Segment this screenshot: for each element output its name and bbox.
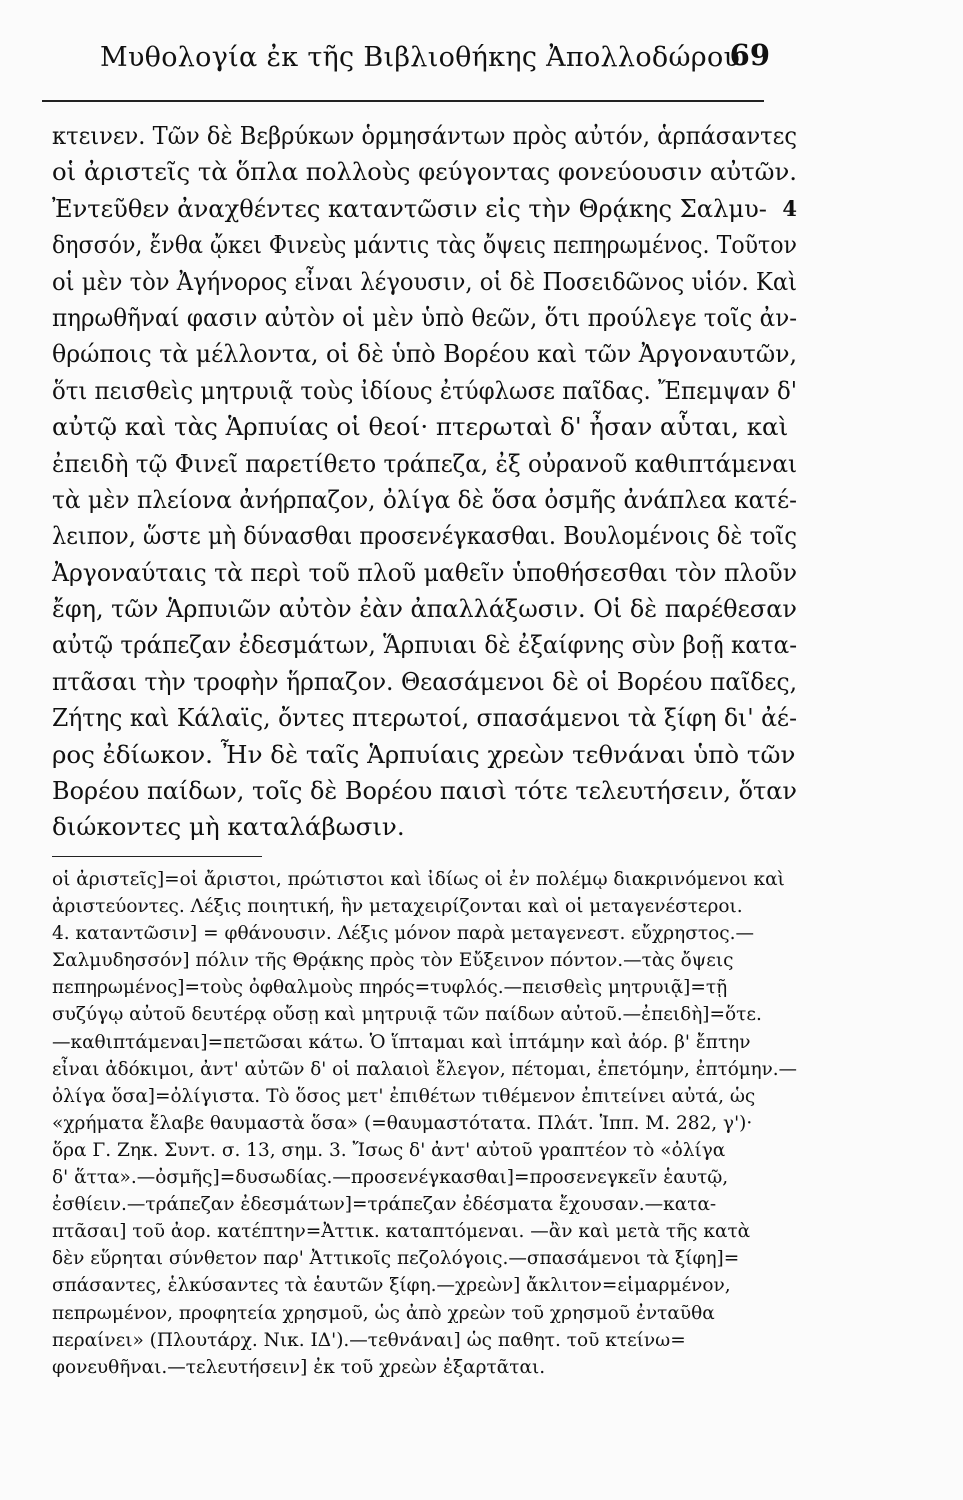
- text-line: Ἀργοναύταις τὰ περὶ τοῦ πλοῦ μαθεῖν ὑποθήσεσθαι τὸν πλοῦν: [52, 557, 797, 587]
- footnote-rule: [52, 856, 262, 857]
- text-line: οἱ ἀριστεῖς τὰ ὅπλα πολλοὺς φεύγοντας φονεύουσιν αὐτῶν.: [52, 157, 797, 187]
- text-line: θρώποις τὰ μέλλοντα, οἱ δὲ ὑπὸ Βορέου καὶ τῶν Ἀργοναυτῶν,: [52, 339, 798, 369]
- page-number: 69: [729, 38, 770, 72]
- note-line: 4. καταντῶσιν] = φθάνουσιν. Λέξις μόνον παρὰ μεταγενεστ. εὔχρηστος.—: [52, 923, 754, 945]
- note-line: εἶναι ἀδόκιμοι, ἀντ' αὐτῶν δ' οἱ παλαιοὶ ἔλεγον, πέτομαι, ἐπετόμην, ἐπτόμην.—: [52, 1058, 797, 1080]
- note-line: δ' ἅττα».—ὀσμῆς]=δυσωδίας.—προσενέγκασθαι]=προσενεγκεῖν ἑαυτῷ,: [52, 1167, 729, 1189]
- text-line: κτεινεν. Τῶν δὲ Βεβρύκων ὁρμησάντων πρὸς αὐτόν, ἁρπάσαντες: [52, 121, 797, 150]
- note-line: πτᾶσαι] τοῦ ἀορ. κατέπτην=Ἀττικ. καταπτόμεναι. —ἂν καὶ μετὰ τῆς κατὰ: [52, 1221, 751, 1243]
- text-line: λειπον, ὥστε μὴ δύνασθαι προσενέγκασθαι. Βουλομένοις δὲ τοῖς: [52, 521, 797, 551]
- text-line: αὐτῷ τράπεζαν ἐδεσμάτων, Ἅρπυιαι δὲ ἐξαίφνης σὺν βοῇ κατα-: [52, 630, 797, 660]
- commentary-notes: [52, 866, 797, 1381]
- text-line: Ἐντεῦθεν ἀναχθέντες καταντῶσιν εἰς τὴν Θρᾴκης Σαλμυ- 4: [52, 191, 797, 227]
- text-line: διώκοντες μὴ καταλάβωσιν.: [52, 812, 405, 842]
- note-line: δὲν εὕρηται σύνθετον παρ' Ἀττικοῖς πεζολόγοις.—σπασάμενοι τὰ ξίφη]=: [52, 1248, 740, 1270]
- note-line: φονευθῆναι.—τελευτήσειν] ἐκ τοῦ χρεὼν ἐξαρτᾶται.: [52, 1356, 546, 1378]
- text-line: ρος ἐδίωκον. Ἦν δὲ ταῖς Ἁρπυίαις χρεὼν τεθνάναι ὑπὸ τῶν: [52, 739, 796, 769]
- note-line: —καθιπτάμεναι]=πετῶσαι κάτω. Ὁ ἵπταμαι καὶ ἱπτάμην καὶ ἀόρ. β' ἔπτην: [52, 1031, 751, 1053]
- main-text: [52, 118, 797, 846]
- header-rule: [42, 100, 764, 102]
- running-title: Μυθολογία ἐκ τῆς Βιβλιοθήκης Ἀπολλοδώρου: [100, 42, 741, 73]
- text-line: ὅτι πεισθεὶς μητρυιᾷ τοὺς ἰδίους ἐτύφλωσε παῖδας. Ἔπεμψαν δ': [52, 375, 798, 405]
- note-line: συζύγῳ αὐτοῦ δευτέρᾳ οὔσῃ καὶ μητρυιᾷ τῶν παίδων αὐτοῦ.—ἐπειδὴ]=ὅτε.: [52, 1004, 762, 1026]
- text-line: πτᾶσαι τὴν τροφὴν ἥρπαζον. Θεασάμενοι δὲ οἱ Βορέου παῖδες,: [52, 666, 798, 696]
- text-line: αὐτῷ καὶ τὰς Ἁρπυίας οἱ θεοί· πτερωταὶ δ' ἦσαν αὗται, καὶ: [52, 412, 789, 442]
- text-line: τὰ μὲν πλείονα ἀνήρπαζον, ὀλίγα δὲ ὅσα ὀσμῆς ἀνάπλεα κατέ-: [52, 484, 797, 514]
- text-line: Ζήτης καὶ Κάλαϊς, ὄντες πτερωτοί, σπασάμενοι τὰ ξίφη δι' ἀέ-: [52, 703, 797, 733]
- margin-line-number: 4: [782, 195, 797, 221]
- note-line: περαίνει» (Πλουτάρχ. Νικ. ΙΔ').—τεθνάναι] ὡς παθητ. τοῦ κτείνω=: [52, 1329, 686, 1351]
- note-line: σπάσαντες, ἑλκύσαντες τὰ ἑαυτῶν ξίφη.—χρεὼν] ἄκλιτον=εἱμαρμένον,: [52, 1275, 731, 1297]
- text-line: οἱ μὲν τὸν Ἀγήνορος εἶναι λέγουσιν, οἱ δὲ Ποσειδῶνος υἱόν. Καὶ: [52, 266, 798, 296]
- note-line: ὀλίγα ὅσα]=ὀλίγιστα. Τὸ ὅσος μετ' ἐπιθέτων τιθέμενον ἐπιτείνει αὐτά, ὡς: [52, 1085, 756, 1107]
- text-line: Βορέου παίδων, τοῖς δὲ Βορέου παισὶ τότε τελευτήσειν, ὅταν: [52, 776, 797, 806]
- text-line: ἐπειδὴ τῷ Φινεῖ παρετίθετο τράπεζα, ἐξ οὐρανοῦ καθιπτάμεναι: [52, 448, 798, 478]
- text-line: ἔφη, τῶν Ἁρπυιῶν αὐτὸν ἐὰν ἀπαλλάξωσιν. Οἱ δὲ παρέθεσαν: [52, 594, 797, 624]
- note-line: Σαλμυδησσόν] πόλιν τῆς Θρᾴκης πρὸς τὸν Εὔξεινον πόντον.—τὰς ὄψεις: [52, 950, 734, 972]
- note-line: ἀριστεύοντες. Λέξις ποιητική, ἣν μεταχειρίζονται καὶ οἱ μεταγενέστεροι.: [52, 896, 743, 918]
- note-line: «χρήματα ἔλαβε θαυμαστὰ ὅσα» (=θαυμαστότατα. Πλάτ. Ἱππ. Μ. 282, γ')·: [52, 1112, 753, 1134]
- text-line: δησσόν, ἔνθα ᾤκει Φινεὺς μάντις τὰς ὄψεις πεπηρωμένος. Τοῦτον: [52, 230, 797, 260]
- note-line: ἐσθίειν.—τράπεζαν ἐδεσμάτων]=τράπεζαν ἐδέσματα ἔχουσαν.—κατα-: [52, 1194, 717, 1216]
- text-line: πηρωθῆναί φασιν αὐτὸν οἱ μὲν ὑπὸ θεῶν, ὅτι προύλεγε τοῖς ἀν-: [52, 302, 798, 332]
- running-header: [100, 38, 770, 92]
- note-line: πεπηρωμένος]=τοὺς ὀφθαλμοὺς πηρός=τυφλός.—πεισθεὶς μητρυιᾷ]=τῇ: [52, 977, 728, 999]
- note-line: ὅρα Γ. Ζηκ. Συντ. σ. 13, σημ. 3. Ἴσως δ' ἀντ' αὐτοῦ γραπτέον τὸ «ὀλίγα: [52, 1139, 726, 1161]
- note-line: οἱ ἀριστεῖς]=οἱ ἄριστοι, πρώτιστοι καὶ ἰδίως οἱ ἐν πολέμῳ διακρινόμενοι καὶ: [52, 869, 785, 890]
- note-line: πεπρωμένον, προφητεία χρησμοῦ, ὡς ἀπὸ χρεὼν τοῦ χρησμοῦ ἐνταῦθα: [52, 1302, 715, 1324]
